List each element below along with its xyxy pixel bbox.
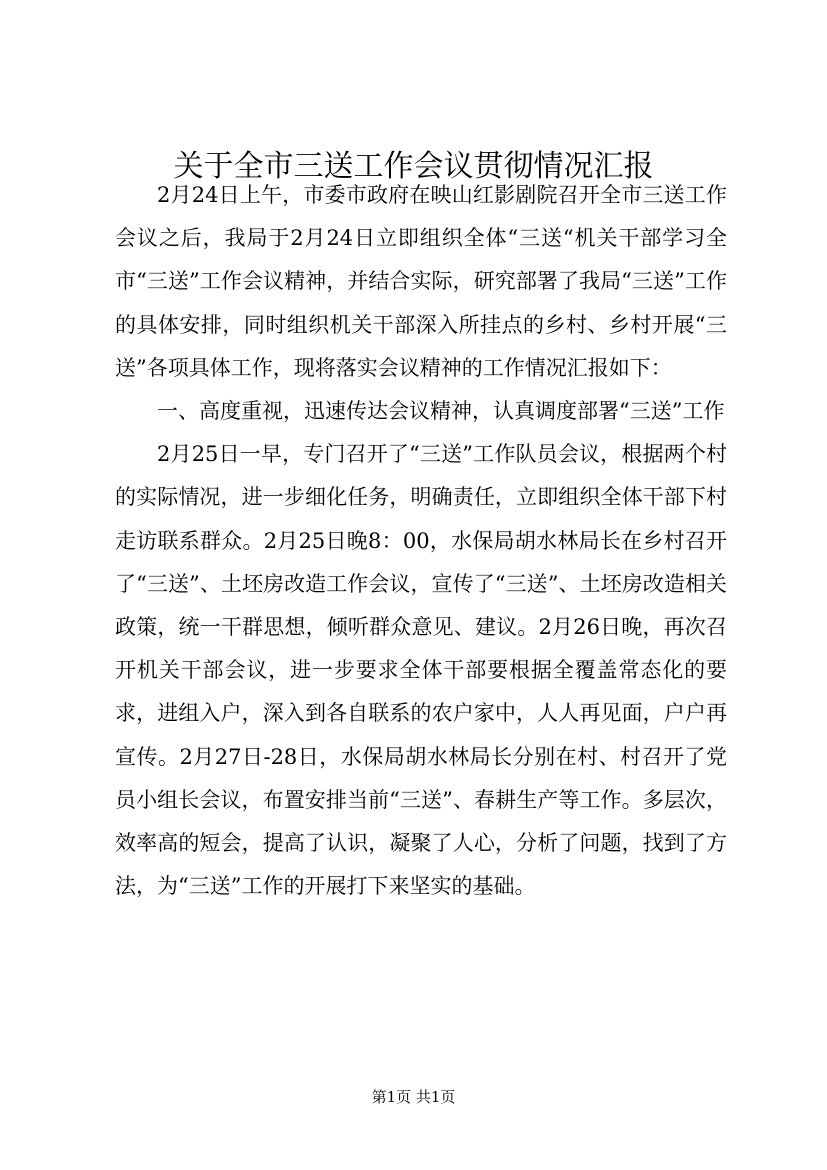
paragraph-details: 2月25日一早，专门召开了“三送”工作队员会议，根据两个村的实际情况，进一步细化任务，明确责任，立即组织全体干部下村走访联系群众。2月25日晚8：00，水保局胡水林局长在乡村召开了“三送”、土坯房改造工作会议，宣传了“三送”、土坯房改造相关政策，统一干群思想，倾听群众意见、建议。2月26日晚，再次召开机关干部会议，进一步要求全体干部要根据全覆盖常态化的要求，进组入户，深入到各自联系的农户家中，人人再见面，户户再宣传。2月27日-28日，水保局胡水林局长分别在村、村召开了党员小组长会议，布置安排当前“三送”、春耕生产等工作。多层次，效率高的短会，提高了认识，凝聚了人心，分析了问题，找到了方法，为“三送”工作的开展打下来坚实的基础。	[115, 442, 727, 899]
page-footer: 第1页 共1页	[371, 1088, 456, 1106]
paragraph-intro: 2月24日上午，市委市政府在映山红影剧院召开全市三送工作会议之后，我局于2月24日立即组织全体“三送“机关干部学习全市“三送”工作会议精神，并结合实际，研究部署了我局“三送”工作的具体安排，同时组织机关干部深入所挂点的乡村、乡村开展“三送”各项具体工作，现将落实会议精神的工作情况汇报如下：	[115, 183, 727, 380]
paragraph-section-heading: 一、高度重视，迅速传达会议精神，认真调度部署“三送”工作	[157, 399, 725, 424]
document-body	[115, 174, 727, 908]
document-title: 关于全市三送工作会议贯彻情况汇报	[173, 149, 654, 184]
